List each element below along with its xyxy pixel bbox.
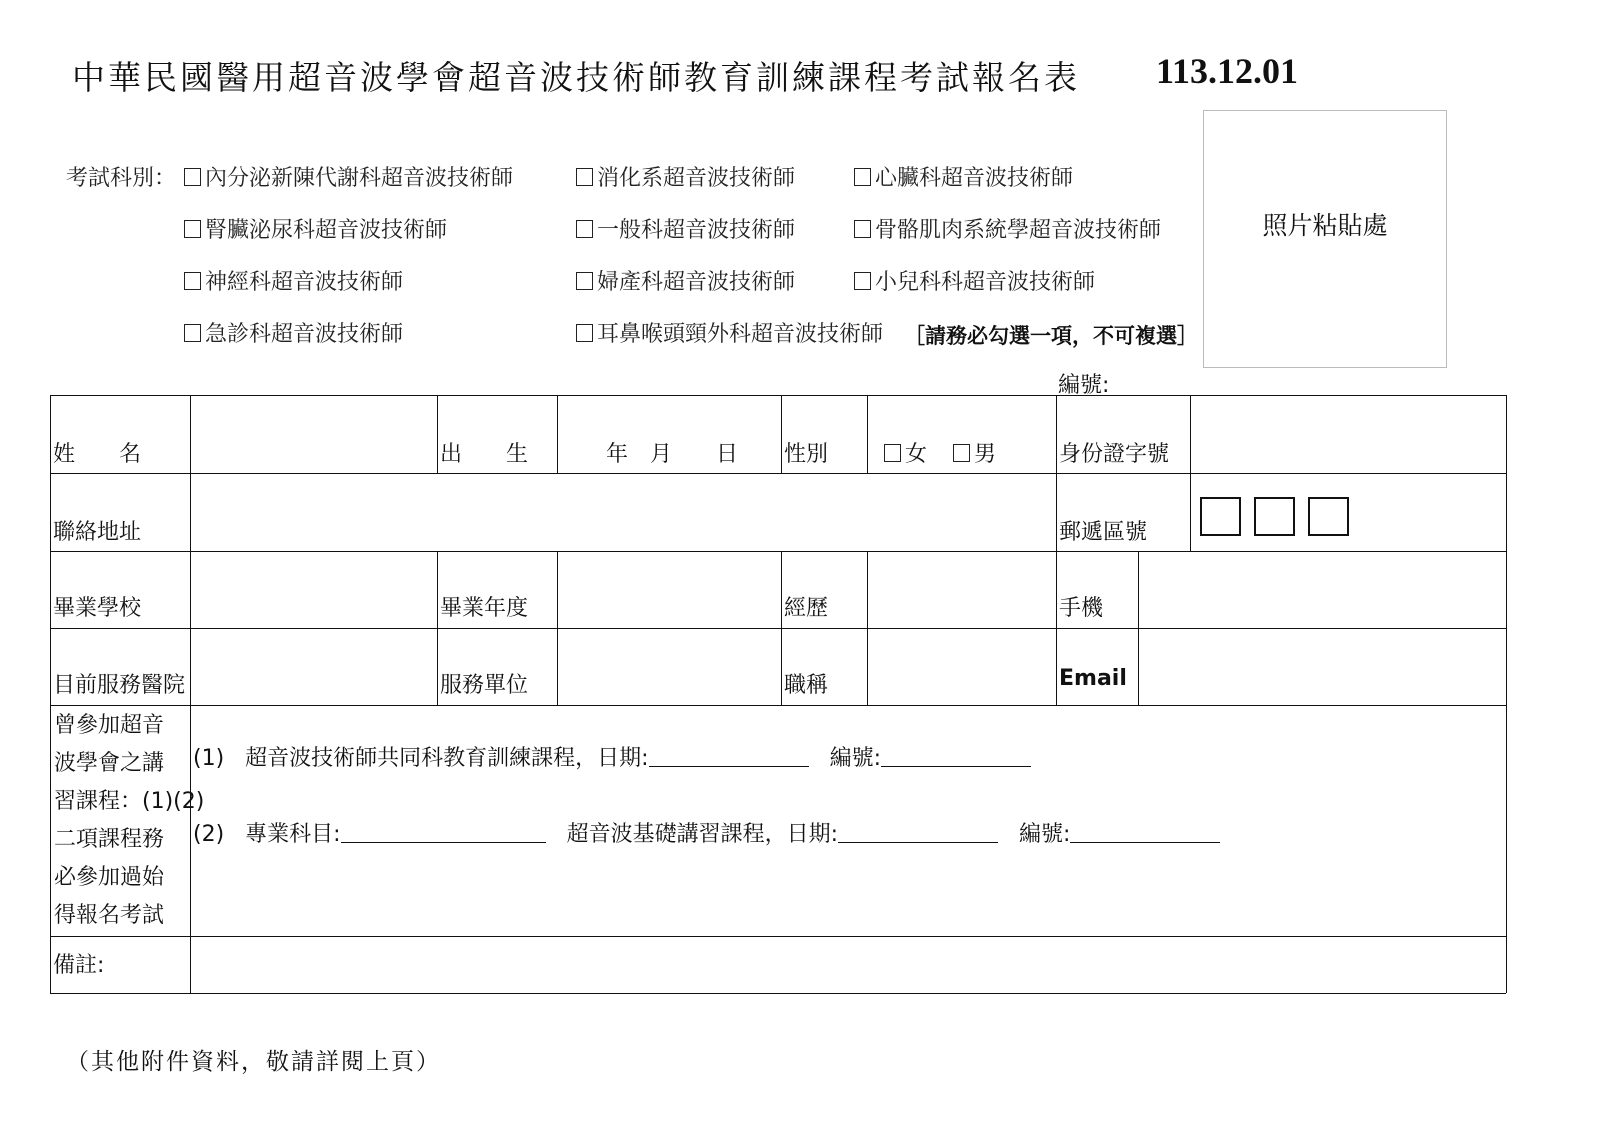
subject-option-neurology[interactable]: 神經科超音波技術師 [184,265,403,296]
course-1-date-blank[interactable] [649,746,809,767]
school-label: 畢業學校 [53,596,142,621]
postal-code-digit-2[interactable] [1254,497,1295,536]
postal-code-label: 郵遞區號 [1059,520,1148,545]
attachments-footer-note: （其他附件資料，敬請詳閱上頁） [66,1049,441,1075]
registration-form-table [50,395,1506,995]
course-1-serial-blank[interactable] [881,746,1031,767]
gender-female-option[interactable]: 女 [884,437,927,468]
job-title-label: 職稱 [784,673,829,698]
email-label: Email [1059,666,1127,691]
single-choice-note: ［請務必勾選一項，不可複選］ [904,323,1198,348]
hospital-label: 目前服務醫院 [53,673,186,698]
form-version-date: 113.12.01 [1156,51,1299,91]
subject-option-general[interactable]: 一般科超音波技術師 [576,213,795,244]
birth-date-field[interactable]: 年 月 日 [606,442,739,467]
checkbox-icon[interactable] [576,324,593,342]
checkbox-icon[interactable] [854,168,871,186]
birth-label: 出 生 [440,442,529,467]
checkbox-icon[interactable] [576,272,593,290]
postal-code-digit-1[interactable] [1200,497,1241,536]
subject-option-musculoskeletal[interactable]: 骨骼肌肉系統學超音波技術師 [854,213,1161,244]
exam-subjects-label: 考試科別： [66,166,177,191]
course-2-line: (2) 專業科目: 超音波基礎講習課程，日期: 編號: [193,817,1220,848]
subject-option-pediatrics[interactable]: 小兒科科超音波技術師 [854,265,1095,296]
subject-option-obgyn[interactable]: 婦產科超音波技術師 [576,265,795,296]
checkbox-icon[interactable] [184,324,201,342]
checkbox-icon[interactable] [854,272,871,290]
subject-option-endocrine[interactable]: 內分泌新陳代謝科超音波技術師 [184,161,513,192]
form-title: 中華民國醫用超音波學會超音波技術師教育訓練課程考試報名表 [72,58,1080,97]
subject-option-nephrology-urology[interactable]: 腎臟泌尿科超音波技術師 [184,213,447,244]
remarks-label: 備註: [53,953,105,978]
name-label: 姓 名 [53,442,142,467]
checkbox-icon[interactable] [576,220,593,238]
service-unit-label: 服務單位 [440,673,529,698]
subject-option-digestive[interactable]: 消化系超音波技術師 [576,161,795,192]
serial-number-label: 編號: [1058,373,1110,398]
checkbox-icon[interactable] [953,444,970,462]
subject-option-ent[interactable]: 耳鼻喉頭頸外科超音波技術師 [576,317,883,348]
experience-label: 經歷 [784,596,829,621]
checkbox-icon[interactable] [854,220,871,238]
subject-option-emergency[interactable]: 急診科超音波技術師 [184,317,403,348]
gender-male-option[interactable]: 男 [953,437,996,468]
checkbox-icon[interactable] [184,168,201,186]
subject-option-cardiology[interactable]: 心臟科超音波技術師 [854,161,1073,192]
checkbox-icon[interactable] [576,168,593,186]
course-2-subject-blank[interactable] [341,822,546,843]
gender-label: 性別 [784,442,829,467]
id-number-label: 身份證字號 [1059,442,1170,467]
mobile-label: 手機 [1059,596,1104,621]
course-2-serial-blank[interactable] [1070,822,1220,843]
address-label: 聯絡地址 [53,520,142,545]
postal-code-digit-3[interactable] [1308,497,1349,536]
photo-paste-area [1203,110,1447,368]
checkbox-icon[interactable] [184,220,201,238]
courses-attended-label: 曾參加超音 波學會之講 習課程：(1)(2) 二項課程務 必參加過始 得報名考試 [54,713,205,928]
graduation-year-label: 畢業年度 [440,596,529,621]
course-2-date-blank[interactable] [838,822,998,843]
checkbox-icon[interactable] [884,444,901,462]
checkbox-icon[interactable] [184,272,201,290]
course-1-line: (1) 超音波技術師共同科教育訓練課程，日期: 編號: [193,741,1031,772]
photo-paste-label: 照片粘貼處 [1262,211,1388,240]
